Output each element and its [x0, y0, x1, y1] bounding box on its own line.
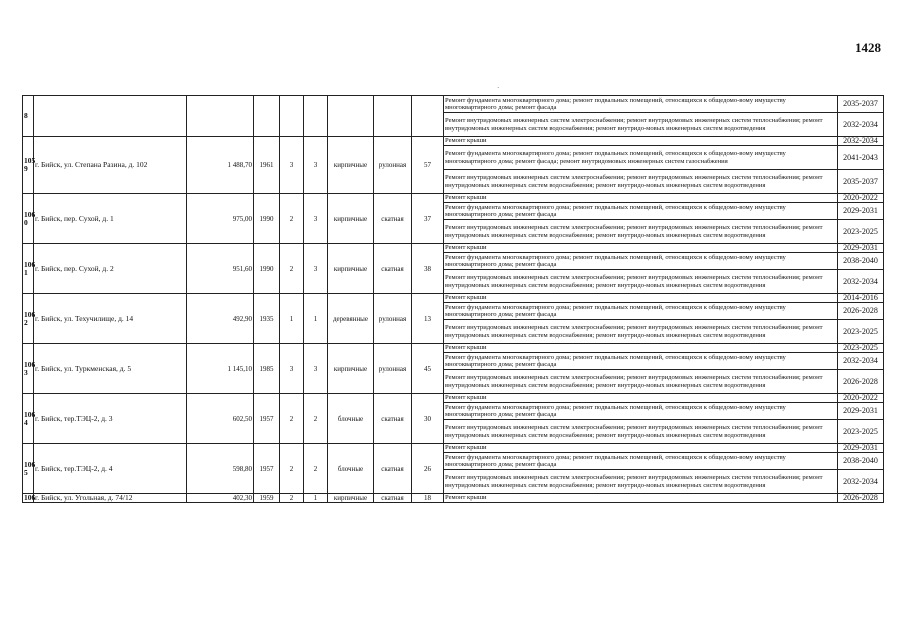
build-year: 1957 [254, 444, 280, 494]
repair-work-description: Ремонт крыши [444, 344, 838, 353]
wall-material: кирпичные [328, 344, 374, 394]
scan-artifact: · [497, 84, 500, 92]
residents-count: 38 [412, 244, 444, 294]
table-row [23, 394, 884, 403]
build-year [254, 96, 280, 137]
repair-period: 2032-2034 [838, 270, 884, 294]
repair-work-description: Ремонт крыши [444, 244, 838, 253]
build-year: 1990 [254, 244, 280, 294]
building-address: г. Бийск, ул. Степана Разина, д. 102 [34, 137, 187, 194]
repair-period: 2038-2040 [838, 453, 884, 470]
repair-work-description: Ремонт крыши [444, 137, 838, 146]
roof-type: скатная [374, 194, 412, 244]
roof-type: рулонная [374, 344, 412, 394]
row-number: 106 1 [23, 244, 34, 294]
page-number: 1428 [855, 40, 881, 55]
table-body [23, 96, 884, 503]
build-year: 1990 [254, 194, 280, 244]
wall-material: деревянные [328, 294, 374, 344]
floors-count: 3 [280, 344, 304, 394]
repair-work-description: Ремонт внутридомовых инженерных систем электроснабжения; ремонт внутридомовых инженерных систем теплоснабжения; ремонт внутридомовых инженерных систем водоснабжения; ремонт внутридо-мовых инженерных систем водоотведения [444, 320, 838, 344]
repair-work-description: Ремонт фундамента многоквартирного дома; ремонт подвальных помещений, относящихся к общедомо-вому имуществу многоквартирного дома; ремонт фасада; ремонт внутридомовых инженерных систем газоснабжения [444, 146, 838, 170]
repair-period: 2023-2025 [838, 344, 884, 353]
entrances-count: 1 [304, 294, 328, 344]
row-number: 105 9 [23, 137, 34, 194]
build-year: 1961 [254, 137, 280, 194]
building-area: 1 488,70 [187, 137, 254, 194]
repair-work-description: Ремонт фундамента многоквартирного дома; ремонт подвальных помещений, относящихся к общедомо-вому имуществу многоквартирного дома; ремонт фасада [444, 96, 838, 113]
repair-work-description: Ремонт внутридомовых инженерных систем электроснабжения; ремонт внутридомовых инженерных систем теплоснабжения; ремонт внутридомовых инженерных систем водоснабжения; ремонт внутридо-мовых инженерных систем водоотведения [444, 270, 838, 294]
residents-count: 18 [412, 494, 444, 503]
building-address: г. Бийск, тер.ТЭЦ-2, д. 3 [34, 394, 187, 444]
table-row [23, 444, 884, 453]
repair-period: 2020-2022 [838, 394, 884, 403]
entrances-count: 3 [304, 344, 328, 394]
row-number: 106 2 [23, 294, 34, 344]
repair-work-description: Ремонт крыши [444, 444, 838, 453]
repair-period: 2029-2031 [838, 403, 884, 420]
building-area: 492,90 [187, 294, 254, 344]
floors-count: 2 [280, 194, 304, 244]
floors-count: 2 [280, 494, 304, 503]
repair-work-description: Ремонт крыши [444, 394, 838, 403]
repair-work-description: Ремонт крыши [444, 294, 838, 303]
repair-work-description: Ремонт фундамента многоквартирного дома; ремонт подвальных помещений, относящихся к общедомо-вому имуществу многоквартирного дома; ремонт фасада [444, 453, 838, 470]
roof-type [374, 96, 412, 137]
residents-count: 26 [412, 444, 444, 494]
roof-type: скатная [374, 444, 412, 494]
entrances-count [304, 96, 328, 137]
repair-period: 2014-2016 [838, 294, 884, 303]
repair-work-description: Ремонт внутридомовых инженерных систем электроснабжения; ремонт внутридомовых инженерных систем теплоснабжения; ремонт внутридомовых инженерных систем водоснабжения; ремонт внутридо-мовых инженерных систем водоотведения [444, 170, 838, 194]
repair-period: 2041-2043 [838, 146, 884, 170]
repair-period: 2026-2028 [838, 370, 884, 394]
build-year: 1985 [254, 344, 280, 394]
building-address: г. Бийск, ул. Туркменская, д. 5 [34, 344, 187, 394]
repair-period: 2032-2034 [838, 470, 884, 494]
repair-work-description: Ремонт фундамента многоквартирного дома; ремонт подвальных помещений, относящихся к общедомо-вому имуществу многоквартирного дома; ремонт фасада [444, 303, 838, 320]
repair-period: 2035-2037 [838, 170, 884, 194]
repair-work-description: Ремонт внутридомовых инженерных систем электроснабжения; ремонт внутридомовых инженерных систем теплоснабжения; ремонт внутридомовых инженерных систем водоснабжения; ремонт внутридо-мовых инженерных систем водоотведения [444, 220, 838, 244]
wall-material: кирпичные [328, 194, 374, 244]
wall-material: блочные [328, 444, 374, 494]
repair-period: 2023-2025 [838, 420, 884, 444]
repair-work-description: Ремонт внутридомовых инженерных систем электроснабжения; ремонт внутридомовых инженерных систем теплоснабжения; ремонт внутридомовых инженерных систем водоснабжения; ремонт внутридо-мовых инженерных систем водоотведения [444, 420, 838, 444]
repair-schedule-table [22, 95, 884, 503]
row-number: 106 5 [23, 444, 34, 494]
row-number: 106 3 [23, 344, 34, 394]
roof-type: скатная [374, 244, 412, 294]
building-address: г. Бийск, пер. Сухой, д. 1 [34, 194, 187, 244]
build-year: 1957 [254, 394, 280, 444]
floors-count: 2 [280, 244, 304, 294]
repair-period: 2023-2025 [838, 220, 884, 244]
repair-period: 2032-2034 [838, 353, 884, 370]
entrances-count: 3 [304, 244, 328, 294]
repair-work-description: Ремонт крыши [444, 194, 838, 203]
repair-period: 2029-2031 [838, 244, 884, 253]
entrances-count: 2 [304, 444, 328, 494]
table-row [23, 244, 884, 253]
entrances-count: 2 [304, 394, 328, 444]
residents-count: 13 [412, 294, 444, 344]
building-area: 1 145,10 [187, 344, 254, 394]
repair-work-description: Ремонт внутридомовых инженерных систем электроснабжения; ремонт внутридомовых инженерных систем теплоснабжения; ремонт внутридомовых инженерных систем водоснабжения; ремонт внутридо-мовых инженерных систем водоотведения [444, 113, 838, 137]
row-number: 106 0 [23, 194, 34, 244]
table-row [23, 194, 884, 203]
table-row [23, 96, 884, 113]
repair-work-description: Ремонт внутридомовых инженерных систем электроснабжения; ремонт внутридомовых инженерных систем теплоснабжения; ремонт внутридомовых инженерных систем водоснабжения; ремонт внутридо-мовых инженерных систем водоотведения [444, 470, 838, 494]
building-area: 602,50 [187, 394, 254, 444]
row-number: 106 4 [23, 394, 34, 444]
floors-count: 2 [280, 444, 304, 494]
repair-period: 2026-2028 [838, 494, 884, 503]
repair-period: 2026-2028 [838, 303, 884, 320]
building-address: г. Бийск, ул. Угольная, д. 74/12 [34, 494, 187, 503]
building-area: 951,60 [187, 244, 254, 294]
table-row [23, 344, 884, 353]
roof-type: рулонная [374, 137, 412, 194]
building-area: 598,80 [187, 444, 254, 494]
repair-period: 2020-2022 [838, 194, 884, 203]
repair-period: 2038-2040 [838, 253, 884, 270]
repair-period: 2032-2034 [838, 137, 884, 146]
repair-period: 2023-2025 [838, 320, 884, 344]
building-address: г. Бийск, ул. Техучилище, д. 14 [34, 294, 187, 344]
repair-work-description: Ремонт фундамента многоквартирного дома; ремонт подвальных помещений, относящихся к общедомо-вому имуществу многоквартирного дома; ремонт фасада [444, 253, 838, 270]
building-area: 975,00 [187, 194, 254, 244]
residents-count [412, 96, 444, 137]
wall-material: кирпичные [328, 137, 374, 194]
wall-material: блочные [328, 394, 374, 444]
floors-count: 2 [280, 394, 304, 444]
residents-count: 37 [412, 194, 444, 244]
floors-count: 3 [280, 137, 304, 194]
residents-count: 45 [412, 344, 444, 394]
table-row [23, 294, 884, 303]
wall-material: кирпичные [328, 244, 374, 294]
building-area: 402,30 [187, 494, 254, 503]
building-address: г. Бийск, тер.ТЭЦ-2, д. 4 [34, 444, 187, 494]
wall-material [328, 96, 374, 137]
building-area [187, 96, 254, 137]
roof-type: скатная [374, 394, 412, 444]
row-number: 8 [23, 96, 34, 137]
repair-period: 2032-2034 [838, 113, 884, 137]
repair-period: 2029-2031 [838, 444, 884, 453]
table-row [23, 137, 884, 146]
repair-work-description: Ремонт фундамента многоквартирного дома; ремонт подвальных помещений, относящихся к общедомо-вому имуществу многоквартирного дома; ремонт фасада [444, 203, 838, 220]
entrances-count: 1 [304, 494, 328, 503]
residents-count: 30 [412, 394, 444, 444]
entrances-count: 3 [304, 137, 328, 194]
entrances-count: 3 [304, 194, 328, 244]
row-number: 106 [24, 493, 36, 502]
repair-work-description: Ремонт внутридомовых инженерных систем электроснабжения; ремонт внутридомовых инженерных систем теплоснабжения; ремонт внутридомовых инженерных систем водоснабжения; ремонт внутридо-мовых инженерных систем водоотведения [444, 370, 838, 394]
residents-count: 57 [412, 137, 444, 194]
floors-count [280, 96, 304, 137]
wall-material: кирпичные [328, 494, 374, 503]
build-year: 1935 [254, 294, 280, 344]
repair-period: 2029-2031 [838, 203, 884, 220]
floors-count: 1 [280, 294, 304, 344]
repair-work-description: Ремонт фундамента многоквартирного дома; ремонт подвальных помещений, относящихся к общедомо-вому имуществу многоквартирного дома; ремонт фасада [444, 353, 838, 370]
repair-work-description: Ремонт крыши [444, 494, 838, 503]
building-address: г. Бийск, пер. Сухой, д. 2 [34, 244, 187, 294]
building-address [34, 96, 187, 137]
roof-type: скатная [374, 494, 412, 503]
roof-type: рулонная [374, 294, 412, 344]
repair-work-description: Ремонт фундамента многоквартирного дома; ремонт подвальных помещений, относящихся к общедомо-вому имуществу многоквартирного дома; ремонт фасада [444, 403, 838, 420]
repair-period: 2035-2037 [838, 96, 884, 113]
table-row [23, 494, 884, 503]
build-year: 1959 [254, 494, 280, 503]
